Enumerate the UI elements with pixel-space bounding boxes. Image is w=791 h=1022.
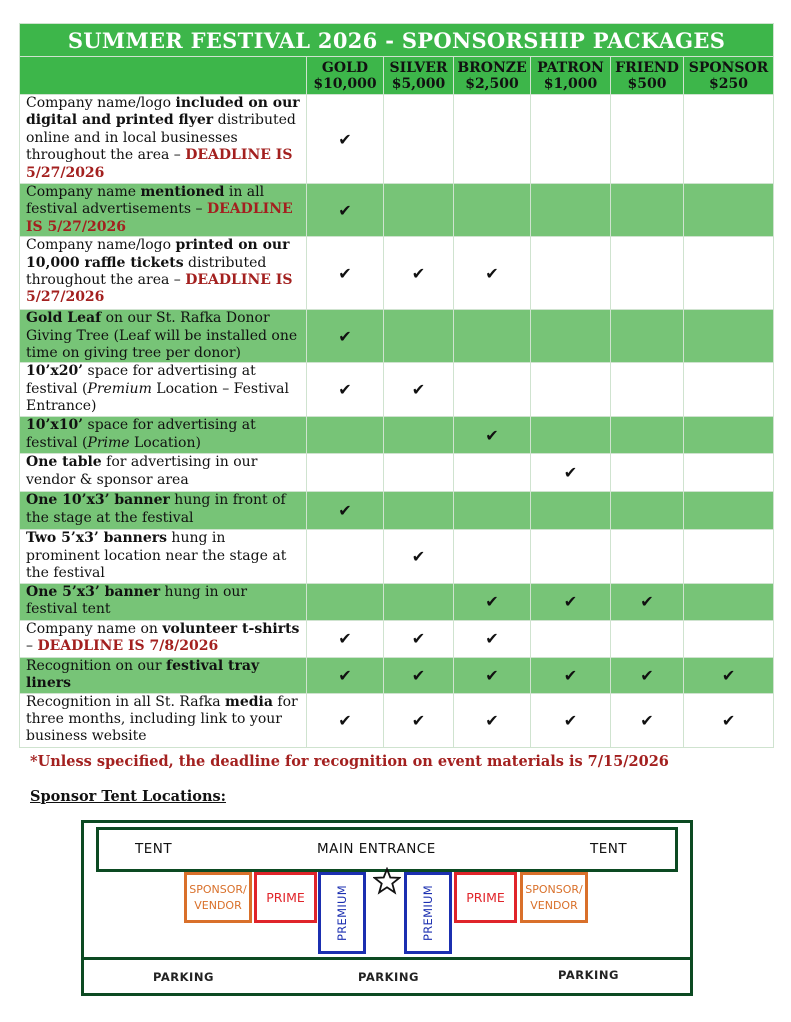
tier-cell-sponsor <box>684 693 774 747</box>
tier-cell-patron <box>531 454 611 492</box>
tier-cell-friend <box>611 184 684 237</box>
benefit-text: Company name/logo <box>26 237 176 254</box>
table-row <box>20 620 774 657</box>
tier-cell-gold <box>307 492 384 530</box>
tier-cell-bronze <box>454 95 531 184</box>
prime-label: PRIME <box>266 890 305 905</box>
tier-cell-gold <box>307 184 384 237</box>
benefit-text: space for advertising at festival ( <box>26 363 256 397</box>
tier-header-silver <box>384 57 454 95</box>
check-icon: ✔ <box>338 629 352 649</box>
check-icon: ✔ <box>338 263 352 283</box>
table-row <box>20 310 774 363</box>
check-icon: ✔ <box>485 629 499 649</box>
tier-cell-friend <box>611 363 684 417</box>
tier-cell-sponsor <box>684 530 774 583</box>
benefit-text: 10’x10’ <box>26 417 84 434</box>
check-icon: ✔ <box>411 380 426 400</box>
benefit-description <box>20 620 307 657</box>
benefit-text: hung in prominent location near the stage at the festival <box>26 530 287 582</box>
tier-cell-silver <box>384 693 454 747</box>
tier-cell-sponsor <box>684 363 774 417</box>
check-icon: ✔ <box>640 665 654 685</box>
check-icon: ✔ <box>485 263 499 283</box>
table-row <box>20 583 774 620</box>
entrance-area <box>96 827 678 872</box>
table-row <box>20 184 774 237</box>
tier-cell-friend <box>611 454 684 492</box>
benefit-text: Location) <box>129 434 201 451</box>
tier-cell-silver <box>384 184 454 237</box>
table-row <box>20 363 774 417</box>
table-row <box>20 492 774 530</box>
benefit-description <box>20 454 307 492</box>
tier-cell-silver <box>384 530 454 583</box>
check-icon: ✔ <box>411 263 426 283</box>
tier-cell-friend <box>611 693 684 747</box>
tier-cell-friend <box>611 95 684 184</box>
table-row <box>20 417 774 454</box>
tier-cell-bronze <box>454 417 531 454</box>
parking-label-center: PARKING <box>358 970 419 984</box>
parking-label-left: PARKING <box>153 970 214 984</box>
sponsor-vendor-line1: SPONSOR/ <box>525 882 583 896</box>
benefit-text: for three months, including link to your business website <box>26 693 298 745</box>
parking-divider <box>84 957 690 960</box>
tier-cell-sponsor <box>684 417 774 454</box>
tier-name: SPONSOR <box>688 59 769 76</box>
check-icon: ✔ <box>338 200 352 220</box>
tier-cell-gold <box>307 417 384 454</box>
tier-cell-friend <box>611 620 684 657</box>
tier-cell-patron <box>531 583 611 620</box>
table-row <box>20 693 774 747</box>
tier-header-row <box>20 57 774 95</box>
tier-cell-bronze <box>454 657 531 693</box>
check-icon: ✔ <box>338 710 352 730</box>
tier-cell-silver <box>384 492 454 530</box>
tent-location-map <box>81 820 693 996</box>
check-icon: ✔ <box>563 463 578 483</box>
tier-cell-friend <box>611 237 684 310</box>
tier-cell-silver <box>384 363 454 417</box>
benefit-text: Two 5’x3’ banners <box>26 530 167 547</box>
benefit-header <box>20 57 307 95</box>
tier-cell-patron <box>531 184 611 237</box>
benefits-body <box>20 95 774 748</box>
check-icon: ✔ <box>338 326 352 346</box>
sponsor-vendor-line1: SPONSOR/ <box>189 882 247 896</box>
table-row <box>20 530 774 583</box>
page-title: SUMMER FESTIVAL 2026 - SPONSORSHIP PACKAGES <box>20 24 774 57</box>
benefit-description <box>20 657 307 693</box>
tier-cell-bronze <box>454 184 531 237</box>
prime-spot-left <box>254 872 317 923</box>
tier-cell-friend <box>611 417 684 454</box>
tier-cell-bronze <box>454 530 531 583</box>
table-row <box>20 454 774 492</box>
tier-name: GOLD <box>321 59 369 76</box>
check-icon: ✔ <box>338 501 352 521</box>
deadline-text: DEADLINE IS 5/27/2026 <box>26 272 293 306</box>
benefit-text: mentioned <box>140 184 225 200</box>
tier-cell-bronze <box>454 583 531 620</box>
benefit-text: hung in front of the stage at the festival <box>26 492 286 526</box>
benefit-text: distributed throughout the area – <box>26 254 267 289</box>
tier-name: SILVER <box>389 59 448 76</box>
tier-header-sponsor <box>684 57 774 95</box>
tent-left-label: TENT <box>135 841 173 857</box>
benefit-description <box>20 184 307 237</box>
table-row <box>20 95 774 184</box>
star-icon <box>373 867 401 895</box>
benefit-text: One table <box>26 454 102 471</box>
tier-cell-silver <box>384 583 454 620</box>
tier-cell-patron <box>531 237 611 310</box>
tier-header-friend <box>611 57 684 95</box>
tier-header-gold <box>307 57 384 95</box>
benefit-text: Company name <box>26 184 141 200</box>
tier-price: $250 <box>709 75 748 92</box>
tier-cell-silver <box>384 95 454 184</box>
benefit-text: in all festival advertisements – <box>26 184 265 218</box>
benefit-description <box>20 583 307 620</box>
sponsorship-table <box>19 23 774 748</box>
tier-cell-patron <box>531 417 611 454</box>
benefit-description <box>20 417 307 454</box>
benefit-text: Recognition on our <box>26 657 167 674</box>
tier-cell-silver <box>384 657 454 693</box>
prime-label: PRIME <box>466 890 505 905</box>
check-icon: ✔ <box>411 629 426 649</box>
parking-label-right: PARKING <box>558 968 619 982</box>
check-icon: ✔ <box>563 592 578 612</box>
tier-cell-patron <box>531 620 611 657</box>
sponsor-vendor-line2: VENDOR <box>194 898 242 912</box>
benefit-text: printed on our 10,000 raffle tickets <box>26 237 290 271</box>
benefit-text: distributed online and in local businesses throughout the area – <box>26 112 296 164</box>
benefit-description <box>20 363 307 417</box>
deadline-text: DEADLINE IS 5/27/2026 <box>26 201 293 235</box>
tier-cell-bronze <box>454 363 531 417</box>
benefit-text: Prime <box>87 434 130 451</box>
check-icon: ✔ <box>485 710 499 730</box>
tier-cell-sponsor <box>684 454 774 492</box>
benefit-text: One 5’x3’ banner <box>26 583 161 600</box>
tier-cell-sponsor <box>684 184 774 237</box>
premium-label: PREMIUM <box>335 885 350 941</box>
tier-name: FRIEND <box>615 59 679 76</box>
tier-cell-bronze <box>454 693 531 747</box>
tier-cell-gold <box>307 363 384 417</box>
tier-cell-bronze <box>454 492 531 530</box>
tier-cell-silver <box>384 454 454 492</box>
benefit-text: media <box>225 693 273 710</box>
tier-header-bronze <box>454 57 531 95</box>
benefit-description <box>20 492 307 530</box>
tier-cell-patron <box>531 693 611 747</box>
benefit-text: Gold Leaf <box>26 310 102 327</box>
benefit-text: for advertising in our vendor & sponsor area <box>26 454 258 488</box>
tier-cell-sponsor <box>684 657 774 693</box>
benefit-text: festival tray liners <box>26 657 260 692</box>
tier-cell-gold <box>307 310 384 363</box>
check-icon: ✔ <box>640 592 654 612</box>
main-entrance-label: MAIN ENTRANCE <box>317 841 436 857</box>
sponsor-vendor-line2: VENDOR <box>530 898 578 912</box>
tent-right-label: TENT <box>590 841 628 857</box>
premium-spot-right <box>404 872 452 954</box>
tier-cell-patron <box>531 492 611 530</box>
deadline-text: DEADLINE IS 5/27/2026 <box>26 147 293 181</box>
check-icon: ✔ <box>338 665 352 685</box>
benefit-description <box>20 95 307 184</box>
check-icon: ✔ <box>563 710 578 730</box>
benefit-text: Company name on <box>26 620 163 637</box>
check-icon: ✔ <box>411 665 426 685</box>
tier-cell-gold <box>307 454 384 492</box>
tier-cell-friend <box>611 492 684 530</box>
tier-cell-silver <box>384 310 454 363</box>
tier-price: $1,000 <box>543 75 598 92</box>
check-icon: ✔ <box>338 380 352 400</box>
table-row <box>20 657 774 693</box>
check-icon: ✔ <box>411 710 426 730</box>
tier-price: $500 <box>627 75 667 92</box>
tier-cell-bronze <box>454 454 531 492</box>
check-icon: ✔ <box>640 710 654 730</box>
tier-cell-gold <box>307 530 384 583</box>
tier-cell-sponsor <box>684 237 774 310</box>
tier-cell-patron <box>531 657 611 693</box>
benefit-text: included on our digital and printed flyer <box>26 95 300 129</box>
tier-cell-gold <box>307 693 384 747</box>
check-icon: ✔ <box>563 665 578 685</box>
locations-heading: Sponsor Tent Locations: <box>30 788 227 805</box>
tier-cell-gold <box>307 95 384 184</box>
benefit-text: Location – Festival Entrance) <box>26 380 289 415</box>
table-row <box>20 237 774 310</box>
benefit-text: volunteer t-shirts <box>162 620 300 637</box>
check-icon: ✔ <box>721 710 736 730</box>
deadline-text: DEADLINE IS 7/8/2026 <box>37 638 219 655</box>
deadline-footnote: *Unless specified, the deadline for recognition on event materials is 7/15/2026 <box>30 753 669 770</box>
tier-cell-patron <box>531 310 611 363</box>
check-icon: ✔ <box>338 129 352 149</box>
check-icon: ✔ <box>721 665 736 685</box>
check-icon: ✔ <box>485 665 499 685</box>
check-icon: ✔ <box>485 425 499 445</box>
benefit-text: Company name/logo <box>26 95 176 111</box>
benefit-text: 10’x20’ <box>26 363 84 380</box>
tier-cell-bronze <box>454 620 531 657</box>
benefit-text: – <box>26 638 38 655</box>
tier-cell-sponsor <box>684 492 774 530</box>
tier-cell-patron <box>531 363 611 417</box>
premium-spot-left <box>318 872 366 954</box>
benefit-text: One 10’x3’ banner <box>26 492 170 509</box>
benefit-description <box>20 530 307 583</box>
tier-cell-gold <box>307 657 384 693</box>
tier-cell-gold <box>307 237 384 310</box>
prime-spot-right <box>454 872 517 923</box>
tier-cell-sponsor <box>684 95 774 184</box>
tier-cell-silver <box>384 620 454 657</box>
benefit-description <box>20 237 307 310</box>
benefit-text: space for advertising at festival ( <box>26 417 256 451</box>
check-icon: ✔ <box>485 592 499 612</box>
tier-price: $2,500 <box>465 75 519 92</box>
tier-cell-silver <box>384 417 454 454</box>
benefit-description <box>20 310 307 363</box>
tier-cell-friend <box>611 530 684 583</box>
benefit-text: on our St. Rafka Donor Giving Tree (Leaf will be installed one time on giving tree per donor) <box>26 310 298 362</box>
benefit-description <box>20 693 307 747</box>
tier-name: PATRON <box>537 59 604 76</box>
tier-cell-bronze <box>454 237 531 310</box>
tier-price: $5,000 <box>391 75 446 92</box>
tier-cell-sponsor <box>684 583 774 620</box>
tier-cell-patron <box>531 95 611 184</box>
tier-cell-friend <box>611 583 684 620</box>
benefit-text: Recognition in all St. Rafka <box>26 693 226 710</box>
benefit-text: hung in our festival tent <box>26 583 248 618</box>
sponsor-vendor-spot-right <box>520 872 588 923</box>
tier-cell-bronze <box>454 310 531 363</box>
benefit-text: Premium <box>87 380 152 397</box>
tier-name: BRONZE <box>457 59 527 76</box>
tier-price: $10,000 <box>313 75 377 92</box>
tier-cell-sponsor <box>684 310 774 363</box>
sponsor-vendor-spot-left <box>184 872 252 923</box>
check-icon: ✔ <box>411 547 426 567</box>
tier-cell-gold <box>307 583 384 620</box>
tier-cell-friend <box>611 310 684 363</box>
premium-label: PREMIUM <box>421 885 436 941</box>
tier-cell-gold <box>307 620 384 657</box>
tier-cell-patron <box>531 530 611 583</box>
tier-cell-friend <box>611 657 684 693</box>
tier-cell-sponsor <box>684 620 774 657</box>
tier-cell-silver <box>384 237 454 310</box>
tier-header-patron <box>531 57 611 95</box>
